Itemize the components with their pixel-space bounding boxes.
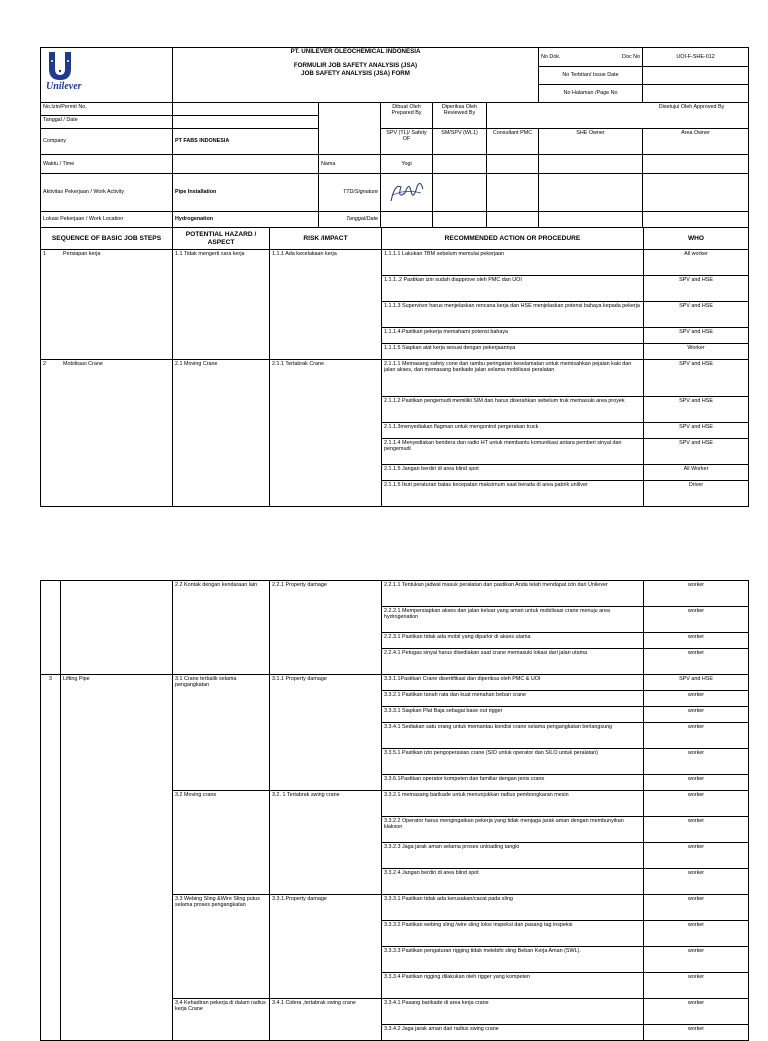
job-step: [41, 360, 173, 507]
company-label: Company: [41, 129, 173, 155]
table-row: [41, 675, 749, 691]
action-cell: 3.3.2.1 memasang barikade untuk menunjukkan radius pembongkaran mesin: [382, 791, 644, 817]
logo-wordmark: Unilever: [46, 81, 82, 92]
step-number: 2: [43, 361, 46, 367]
who-cell: SPV and HSE: [644, 439, 749, 465]
step-number: [41, 581, 61, 675]
who-cell: worker: [644, 947, 749, 973]
risk-cell: 3.2. 1 Tertabrak swing crane: [270, 791, 382, 895]
sig-consultant: [487, 174, 539, 212]
page-2-rows: [41, 581, 749, 1041]
activity-label: Aktivitas Pekerjaan / Work Activity: [41, 174, 173, 212]
action-cell: 3.3.1.1Pastikan Crane disertifikasi dan diperiksa oleh PMC & UOI: [382, 675, 644, 691]
who-cell: worker: [644, 633, 749, 649]
page-no-label: No Halaman /Page No: [539, 85, 643, 103]
company-title: PT. UNILEVER OLEOCHEMICAL INDONESIA: [290, 48, 421, 55]
action-cell: 2.1.1.4 Menyediakan bendera dan radio HT untuk membantu komunikasi antara pemberi sinyal dan pengemudi: [382, 439, 644, 465]
issue-date-label: No Terbitan/ Issue Date: [539, 67, 643, 85]
form-title-en: JOB SAFETY ANALYSIS (JSA) FORM: [301, 69, 410, 77]
permit-label: No.Izin/Permit No.: [41, 103, 173, 116]
activity-value: Pipe Installation: [173, 174, 319, 212]
nama-consultant: [487, 155, 539, 174]
who-cell: SPV and HSE: [644, 276, 749, 302]
reviewed-by-label: Diperiksa Oleh Reviewed By: [433, 103, 487, 129]
who-cell: All worker: [644, 250, 749, 276]
step-label: Persiapan kerja: [63, 251, 101, 257]
issue-date-value: [643, 67, 749, 85]
who-cell: worker: [644, 707, 749, 723]
who-cell: worker: [644, 723, 749, 749]
risk-cell: 1.1.1 Ada kecelakaan kerja: [270, 250, 382, 360]
signature-cell: [381, 174, 433, 212]
table-row: [41, 581, 749, 607]
who-cell: worker: [644, 649, 749, 675]
page-1-rows: [41, 250, 749, 507]
handwritten-signature-icon: [387, 177, 427, 207]
who-cell: worker: [644, 749, 749, 775]
col-header-who: WHO: [644, 228, 749, 250]
form-header-table: [40, 47, 749, 103]
risk-cell: 2.1.1 Tertabrak Crane: [270, 360, 382, 507]
job-step: Lifting Pipe: [61, 675, 173, 1041]
hazard-cell: 3.4 Kehadiran pekerja di dalam radius kerja Crane: [173, 999, 270, 1041]
step-number: 1: [43, 251, 46, 257]
company-value: PT FABS INDONESIA: [173, 129, 319, 155]
form-title-id: FORMULIR JOB SAFETY ANALYSIS (JSA): [293, 62, 418, 70]
doc-no-value: UOI-F-SHE-012: [643, 48, 749, 67]
who-cell: worker: [644, 691, 749, 707]
nama-label: Nama: [319, 155, 381, 174]
smspv-label: SM/SPV (WL1): [433, 129, 487, 155]
job-step: [61, 581, 173, 675]
action-cell: 3.3.6.1Pastikan operator kompeten dan familiar dengan jenis crane: [382, 775, 644, 791]
action-cell: 2.1.1.2 Pastikan pengemudi memiliki SIM dan harus diserahkan sebelum truk memasuki area proyek: [382, 397, 644, 423]
tanggal-she: [539, 212, 643, 228]
form-title-block: [173, 48, 539, 103]
doc-no-label: No Dok.: [541, 53, 561, 60]
action-cell: 1.1.1.4.Pastikan pekerja memahami potensi bahaya: [382, 328, 644, 344]
hazard-cell: 3.2 Moving crane: [173, 791, 270, 895]
who-cell: Worker: [644, 344, 749, 360]
who-cell: worker: [644, 843, 749, 869]
spv-label: SPV (TL)/ Safety OF: [381, 129, 433, 155]
who-cell: SPV and HSE: [644, 360, 749, 397]
who-cell: worker: [644, 999, 749, 1025]
tanggal-area-owner: [643, 212, 749, 228]
risk-cell: 3.3.1.Property damage: [270, 895, 382, 999]
approved-by-label: Disetujui Oleh Approved By: [487, 103, 749, 129]
action-cell: 3.3.2.1 Pastikan tanah rata dan kuat menahan beban crane: [382, 691, 644, 707]
action-cell: 2.2.4.1 Petugas sinyal harus disediakan saat crane memasuki lokasi dari jalan utama: [382, 649, 644, 675]
who-cell: SPV and HSE: [644, 328, 749, 344]
table-row: [41, 250, 749, 276]
action-cell: 3.3.3.1 Pastikan tidak ada kerusakan/cacat pada sling: [382, 895, 644, 921]
consultant-label: Consultant PMC: [487, 129, 539, 155]
action-cell: 3.3.3.1 Siapkan Plat Baja sebagai base out rigger: [382, 707, 644, 723]
who-cell: worker: [644, 607, 749, 633]
time-label: Waktu / Time: [41, 155, 173, 174]
jsa-form-page-1: [40, 47, 748, 507]
who-cell: worker: [644, 895, 749, 921]
action-cell: 1.1.1.3 Supervisor harus menjelaskan rencana kerja dan HSE menjelaskan potensi bahaya kepada pekerja: [382, 302, 644, 328]
hazard-cell: 2.1 Moving Crane: [173, 360, 270, 507]
action-cell: 3.3.2.2 Operator harus mengingatkan pekerja yang tidak menjaga jarak aman dengan membunyikan klakson: [382, 817, 644, 843]
sig-she: [539, 174, 643, 212]
sig-reviewer: [433, 174, 487, 212]
who-cell: SPV and HSE: [644, 423, 749, 439]
who-cell: worker: [644, 973, 749, 999]
time-value: [173, 155, 319, 174]
action-cell: 2.2.1.1 Tentukan jadwal masuk peralatan dan pastikan Anda telah mendapat izin dari Unilever: [382, 581, 644, 607]
action-cell: 1.1.1.5 Siapkan alat kerja sesuai dengan pekerjaannya: [382, 344, 644, 360]
who-cell: worker: [644, 581, 749, 607]
action-cell: 1.1.1.1 Lakukan TBM sebelum memulai pekerjaan: [382, 250, 644, 276]
action-cell: 3.3.4.1 Pasang barikade di area kerja crane: [382, 999, 644, 1025]
action-cell: 2.1.1.5 Jangan berdiri di area blind spot: [382, 465, 644, 481]
doc-no-label-cell: [539, 48, 643, 67]
tanggal-consultant: [487, 212, 539, 228]
step-number: 3: [41, 675, 61, 1041]
sig-area-owner: [643, 174, 749, 212]
action-cell: 2.2.3.1 Pastikan tidak ada mobil yang diparkir di akses utama: [382, 633, 644, 649]
action-cell: 3.3.4.2 Jaga jarak aman dari radius swing crane: [382, 1025, 644, 1041]
action-cell: 3.3.3.3 Pastikan pengaturan rigging tidak melebihi sling Beban Kerja Aman (SWL).: [382, 947, 644, 973]
who-cell: worker: [644, 921, 749, 947]
action-cell: 3.3.3.4 Pastikan rigging dilakukan oleh rigger yang kompeten: [382, 973, 644, 999]
jsa-table-page-1: [40, 227, 749, 507]
signature-label: TTD/Signature: [319, 174, 381, 212]
action-cell: 3.3.2.3 Jaga jarak aman selama proses unloading tangki: [382, 843, 644, 869]
action-cell: 3.3.3.2 Pastikan webing sling /wire sling lolos inspeksi dan pasang tag inspeksi: [382, 921, 644, 947]
hazard-cell: 1.1 Tidak mengerti cara kerja: [173, 250, 270, 360]
location-label: Lokasi Pekerjaan / Work Location: [41, 212, 173, 228]
risk-cell: 2.2.1 Property damage: [270, 581, 382, 675]
hazard-cell: 3.3 Webing Sling &Wire Sling putus selama proses pengangkatan: [173, 895, 270, 999]
hazard-cell: 3.1 Crane terbalik selama pengangkatan: [173, 675, 270, 791]
form-info-table: [40, 102, 749, 228]
who-cell: worker: [644, 817, 749, 843]
hazard-cell: 2.2 Kontak dengan kendaraan lain: [173, 581, 270, 675]
action-cell: 2.2.2.1 Mempersiapkan akses dan jalan keluar yang aman untuk mobilisasi crane menuju area hydrogenation: [382, 607, 644, 633]
action-cell: 3.3.5.1 Pastikan izin pengoperasian crane (SIO untuk operator dan SILO untuk peralatan): [382, 749, 644, 775]
col-header-action: RECOMMENDED ACTION OR PROCEDURE: [382, 228, 644, 250]
action-cell: 2.1.1.3menyediakan flagman untuk mengontrol pergerakan truck: [382, 423, 644, 439]
jsa-table-page-2: [40, 580, 749, 1041]
permit-value: [173, 103, 319, 116]
who-cell: worker: [644, 1025, 749, 1041]
tanggal-reviewer: [433, 212, 487, 228]
she-owner-label: SHE Owner: [539, 129, 643, 155]
risk-cell: 3.4.1 Cidera ,tertabrak swing crane: [270, 999, 382, 1041]
who-cell: SPV and HSE: [644, 675, 749, 691]
tanggal-prepared: [381, 212, 433, 228]
col-header-hazard: POTENTIAL HAZARD / ASPECT: [173, 228, 270, 250]
nama-reviewer: [433, 155, 487, 174]
job-step: [41, 250, 173, 360]
unilever-logo: [41, 48, 173, 103]
who-cell: worker: [644, 775, 749, 791]
date-label: Tanggal / Date: [41, 116, 173, 129]
who-cell: worker: [644, 869, 749, 895]
action-cell: 1.1.1..2 Pastikan izin sudah diapprove oleh PMC dan UOI: [382, 276, 644, 302]
risk-cell: 3.1.1 Property damage: [270, 675, 382, 791]
col-header-sequence: SEQUENCE OF BASIC JOB STEPS: [41, 228, 173, 250]
doc-no-label-en: Doc No: [622, 53, 641, 60]
action-cell: 3.3.4.1 Sediakan satu orang untuk memantau kondisi crane selama pengangkatan berlangsung: [382, 723, 644, 749]
action-cell: 2.1.1.1 Memasang safety cone dan rambu peringatan keselamatan untuk memisahkan pejalan kaki dan jalan akses, dan memasang barikade jalan selama mobilisasi peralatan: [382, 360, 644, 397]
who-cell: All Worker: [644, 465, 749, 481]
prepared-by-label: Dibuat Oleh Prepared By: [381, 103, 433, 129]
nama-area-owner: [643, 155, 749, 174]
step-label: Mobilisasi Crane: [63, 361, 103, 367]
col-header-risk: RISK /IMPACT: [270, 228, 382, 250]
action-cell: 2.1.1.5 Ikuti peraturan batas kecepatan maksimum saat berada di area pabrik uniliver: [382, 481, 644, 507]
nama-she: [539, 155, 643, 174]
jsa-form-page-2: [40, 580, 748, 1041]
table-row: [41, 360, 749, 397]
who-cell: SPV and HSE: [644, 302, 749, 328]
unilever-u-icon: [47, 51, 73, 81]
page-no-value: [643, 85, 749, 103]
location-value: Hydrogenation: [173, 212, 319, 228]
who-cell: SPV and HSE: [644, 397, 749, 423]
date-value: [173, 116, 319, 129]
nama-value: Yogi: [381, 155, 433, 174]
who-cell: Driver: [644, 481, 749, 507]
area-owner-label: Area Owner: [643, 129, 749, 155]
action-cell: 3.3.2.4 Jangan berdiri di area blind spot: [382, 869, 644, 895]
tanggal-label: Tanggal/Date: [319, 212, 381, 228]
blank-cell: [319, 103, 381, 155]
who-cell: worker: [644, 791, 749, 817]
